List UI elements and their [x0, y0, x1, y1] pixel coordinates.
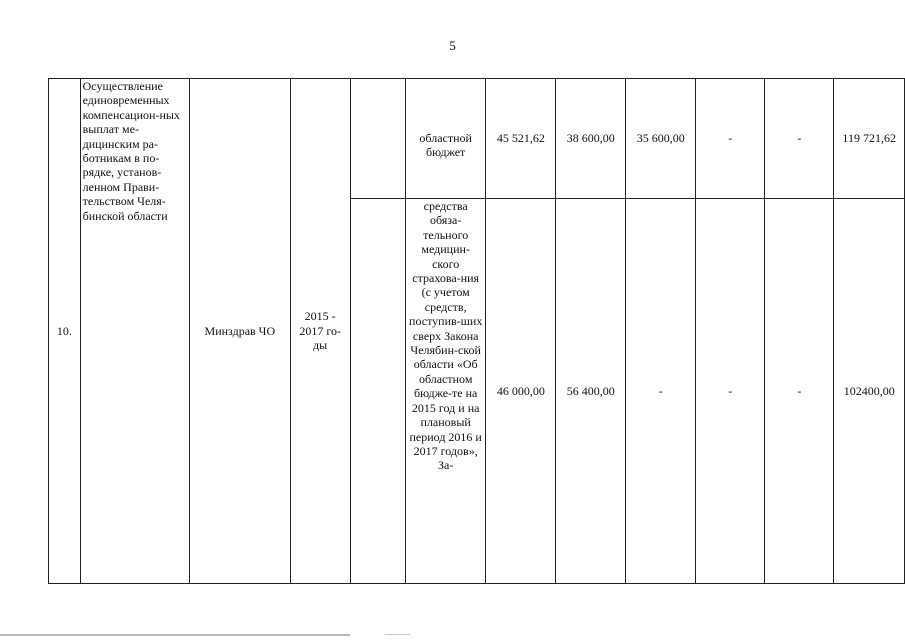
- page-edge-line: [0, 634, 350, 636]
- value-total: 102400,00: [834, 199, 905, 584]
- program-table: [48, 78, 905, 584]
- term: 2015 - 2017 го-ды: [290, 79, 350, 584]
- value-2015: 46 000,00: [486, 199, 556, 584]
- value-extra-2: -: [765, 79, 834, 199]
- value-extra-1: -: [696, 199, 765, 584]
- funding-source: областной бюджет: [406, 79, 486, 199]
- executor: Минздрав ЧО: [190, 79, 291, 584]
- value-2016: 38 600,00: [556, 79, 626, 199]
- funding-source: средства обяза-тельного медицин-ского страхова-ния (с учетом средств, поступив-ших сверх Закона Челябин-ской области «Об областном бюдже-те на 2015 год и на плановый период 2016 и 2017 годов», За-: [406, 199, 486, 584]
- activity-name: [80, 79, 189, 584]
- value-2015: 45 521,62: [486, 79, 556, 199]
- empty-cell: [350, 199, 405, 584]
- page-edge-mark: [385, 634, 410, 635]
- value-2017: -: [626, 199, 696, 584]
- value-extra-1: -: [696, 79, 765, 199]
- value-2017: 35 600,00: [626, 79, 696, 199]
- page-number: 5: [449, 38, 456, 53]
- empty-cell: [350, 79, 405, 199]
- row-number: 10.: [49, 79, 81, 584]
- table-row: [49, 79, 905, 199]
- value-total: 119 721,62: [834, 79, 905, 199]
- value-2016: 56 400,00: [556, 199, 626, 584]
- activity-name-text: Осуществление единовременных компенсацион-ных выплат ме-дицинским ра-ботникам в по-рядке, установ-ленном Прави-тельством Челя-бинской области: [82, 79, 180, 223]
- value-extra-2: -: [765, 199, 834, 584]
